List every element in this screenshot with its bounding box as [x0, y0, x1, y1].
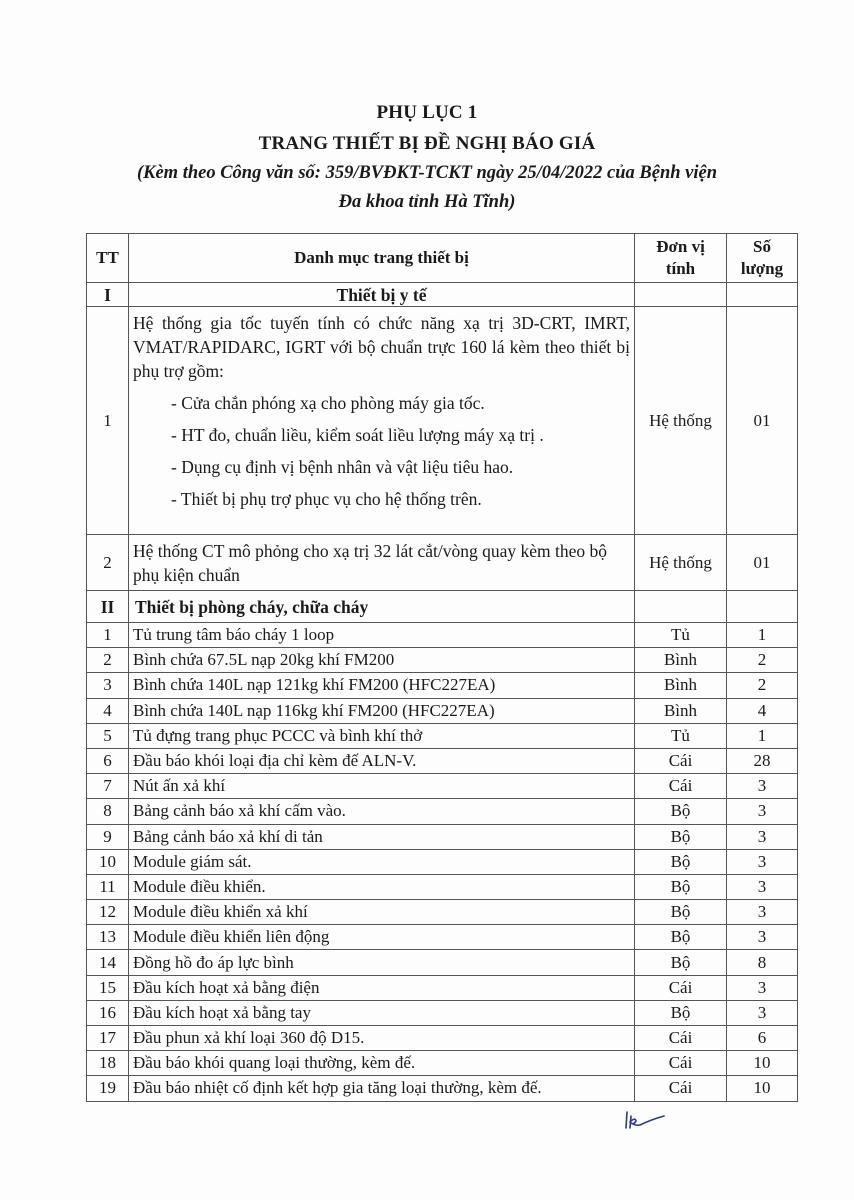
- header-tt: TT: [87, 234, 129, 283]
- table-row: [87, 1051, 798, 1076]
- table-row: [87, 900, 798, 925]
- empty-cell: [635, 283, 727, 307]
- item-name: Nút ấn xả khí: [129, 774, 635, 799]
- table-row: [87, 925, 798, 950]
- table-row: [87, 975, 798, 1000]
- sub-item-list: [133, 387, 630, 515]
- item-qty: 01: [727, 535, 798, 591]
- item-qty: 3: [727, 799, 798, 824]
- item-unit: Bình: [635, 648, 727, 673]
- empty-cell: [727, 283, 798, 307]
- item-qty: 3: [727, 874, 798, 899]
- item-qty: 10: [727, 1051, 798, 1076]
- row-number: 14: [87, 950, 129, 975]
- table-header-row: [87, 234, 798, 283]
- row-number: 7: [87, 774, 129, 799]
- handwritten-initials-icon: [624, 1108, 684, 1132]
- item-unit: Cái: [635, 1076, 727, 1101]
- document-subtitle: TRANG THIẾT BỊ ĐỀ NGHỊ BÁO GIÁ: [258, 133, 596, 154]
- row-number: 16: [87, 1000, 129, 1025]
- appendix-title: PHỤ LỤC 1: [376, 102, 478, 123]
- section-title: Thiết bị y tế: [129, 283, 635, 307]
- row-number: 11: [87, 874, 129, 899]
- section-row-fire-safety: [87, 591, 798, 623]
- table-row: [87, 698, 798, 723]
- row-number: 17: [87, 1026, 129, 1051]
- table-row: [87, 874, 798, 899]
- item-qty: 3: [727, 824, 798, 849]
- item-name: Module giám sát.: [129, 849, 635, 874]
- item-qty: 2: [727, 648, 798, 673]
- sub-item: - Dụng cụ định vị bệnh nhân và vật liệu tiêu hao.: [171, 457, 514, 477]
- table-row: [87, 824, 798, 849]
- header-name: Danh mục trang thiết bị: [129, 234, 635, 283]
- table-row: [87, 1076, 798, 1101]
- row-number: 19: [87, 1076, 129, 1101]
- table-row: [87, 1026, 798, 1051]
- item-qty: 3: [727, 900, 798, 925]
- table-row: [87, 723, 798, 748]
- item-unit: Bộ: [635, 950, 727, 975]
- row-number: 18: [87, 1051, 129, 1076]
- item-name: Bình chứa 67.5L nạp 20kg khí FM200: [129, 648, 635, 673]
- header-qty: [727, 234, 798, 283]
- row-number: 4: [87, 698, 129, 723]
- table-row: [87, 950, 798, 975]
- item-name: Bảng cảnh báo xả khí cấm vào.: [129, 799, 635, 824]
- item-unit: Hệ thống: [635, 535, 727, 591]
- item-name: Tủ đựng trang phục PCCC và bình khí thở: [129, 723, 635, 748]
- equipment-table: [86, 233, 798, 1102]
- table-row: [87, 535, 798, 591]
- header-unit-line1: Đơn vị: [656, 237, 705, 256]
- header-unit: [635, 234, 727, 283]
- section-number: II: [87, 591, 129, 623]
- table-row: [87, 1000, 798, 1025]
- document-header: [0, 97, 854, 217]
- item-unit: Cái: [635, 1026, 727, 1051]
- item-unit: Cái: [635, 975, 727, 1000]
- item-unit: Cái: [635, 1051, 727, 1076]
- item-description: Hệ thống CT mô phỏng cho xạ trị 32 lát cắt/vòng quay kèm theo bộ phụ kiện chuẩn: [129, 535, 635, 591]
- item-name: Tủ trung tâm báo cháy 1 loop: [129, 623, 635, 648]
- row-number: 15: [87, 975, 129, 1000]
- item-qty: 4: [727, 698, 798, 723]
- item-unit: Bộ: [635, 1000, 727, 1025]
- item-name: Bình chứa 140L nạp 121kg khí FM200 (HFC227EA): [129, 673, 635, 698]
- empty-cell: [727, 591, 798, 623]
- header-qty-line2: lượng: [740, 259, 784, 278]
- item-unit: Cái: [635, 748, 727, 773]
- item-unit: Bình: [635, 673, 727, 698]
- table-row: [87, 673, 798, 698]
- row-number: 1: [87, 623, 129, 648]
- item-qty: 28: [727, 748, 798, 773]
- section-row-medical: [87, 283, 798, 307]
- item-name: Bình chứa 140L nạp 116kg khí FM200 (HFC227EA): [129, 698, 635, 723]
- row-number: 10: [87, 849, 129, 874]
- item-qty: 1: [727, 723, 798, 748]
- item-unit: Bộ: [635, 849, 727, 874]
- item-qty: 01: [727, 307, 798, 535]
- item-unit: Bộ: [635, 824, 727, 849]
- sub-item: - HT đo, chuẩn liều, kiểm soát liều lượng máy xạ trị .: [171, 425, 544, 445]
- item-qty: 2: [727, 673, 798, 698]
- item-name: Đầu phun xả khí loại 360 độ D15.: [129, 1026, 635, 1051]
- item-qty: 3: [727, 774, 798, 799]
- header-unit-line2: tính: [665, 259, 696, 278]
- item-qty: 3: [727, 975, 798, 1000]
- row-number: 1: [87, 307, 129, 535]
- item-name: Đầu kích hoạt xả bằng tay: [129, 1000, 635, 1025]
- row-number: 12: [87, 900, 129, 925]
- item-unit: Bộ: [635, 874, 727, 899]
- item-qty: 8: [727, 950, 798, 975]
- table-row: [87, 648, 798, 673]
- item-name: Bảng cảnh báo xả khí di tản: [129, 824, 635, 849]
- item-unit: Bộ: [635, 900, 727, 925]
- empty-cell: [635, 591, 727, 623]
- item-unit: Bình: [635, 698, 727, 723]
- row-number: 2: [87, 535, 129, 591]
- sub-item: - Thiết bị phụ trợ phục vụ cho hệ thống trên.: [171, 489, 482, 509]
- row-number: 9: [87, 824, 129, 849]
- table-row: [87, 748, 798, 773]
- table-row: [87, 849, 798, 874]
- row-number: 2: [87, 648, 129, 673]
- item-unit: Tủ: [635, 623, 727, 648]
- sub-item: - Cửa chắn phóng xạ cho phòng máy gia tốc.: [171, 393, 485, 413]
- item-qty: 10: [727, 1076, 798, 1101]
- item-name: Đồng hồ đo áp lực bình: [129, 950, 635, 975]
- item-name: Đầu báo khói loại địa chỉ kèm đế ALN-V.: [129, 748, 635, 773]
- item-name: Đầu báo nhiệt cố định kết hợp gia tăng loại thường, kèm đế.: [129, 1076, 635, 1101]
- table-row: [87, 799, 798, 824]
- item-qty: 3: [727, 925, 798, 950]
- reference-line-2: Đa khoa tỉnh Hà Tĩnh): [338, 192, 516, 212]
- row-number: 6: [87, 748, 129, 773]
- item-qty: 6: [727, 1026, 798, 1051]
- row-number: 13: [87, 925, 129, 950]
- header-qty-line1: Số: [753, 237, 771, 256]
- item-name: Đầu báo khói quang loại thường, kèm đế.: [129, 1051, 635, 1076]
- section-number: I: [87, 283, 129, 307]
- item-unit: Cái: [635, 774, 727, 799]
- item-unit: Tủ: [635, 723, 727, 748]
- item-unit: Bộ: [635, 925, 727, 950]
- item-unit: Hệ thống: [635, 307, 727, 535]
- row-number: 5: [87, 723, 129, 748]
- item-qty: 1: [727, 623, 798, 648]
- item-qty: 3: [727, 1000, 798, 1025]
- reference-line-1: (Kèm theo Công văn số: 359/BVĐKT-TCKT ngày 25/04/2022 của Bệnh viện: [136, 163, 718, 183]
- item-name: Module điều khiển xả khí: [129, 900, 635, 925]
- item-name: Module điều khiển.: [129, 874, 635, 899]
- item-description: Hệ thống gia tốc tuyến tính có chức năng xạ trị 3D-CRT, IMRT, VMAT/RAPIDARC, IGRT với bộ chuẩn trực 160 lá kèm theo thiết bị phụ trợ gồm:: [133, 313, 630, 381]
- item-qty: 3: [727, 849, 798, 874]
- item-name: Đầu kích hoạt xả bằng điện: [129, 975, 635, 1000]
- row-number: 3: [87, 673, 129, 698]
- item-unit: Bộ: [635, 799, 727, 824]
- item-description-cell: [129, 307, 635, 535]
- item-name: Module điều khiển liên động: [129, 925, 635, 950]
- section-title: Thiết bị phòng cháy, chữa cháy: [129, 591, 635, 623]
- table-row: [87, 307, 798, 535]
- table-row: [87, 774, 798, 799]
- row-number: 8: [87, 799, 129, 824]
- table-row: [87, 623, 798, 648]
